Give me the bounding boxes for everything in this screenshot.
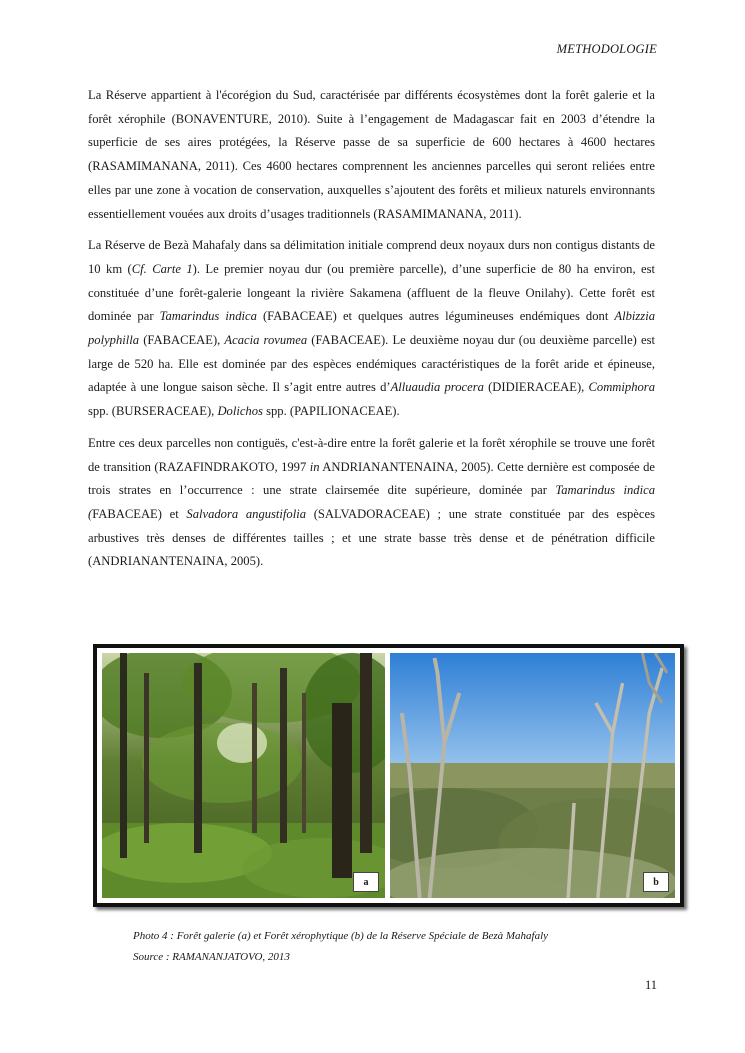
- text-run: spp. (PAPILIONACEAE).: [262, 404, 400, 419]
- species-name: Acacia rovumea: [224, 333, 308, 348]
- gallery-forest-image: [102, 653, 385, 898]
- species-name: Commiphora: [588, 380, 655, 395]
- species-name: Salvadora angustifolia: [186, 506, 307, 521]
- caption-title: Photo 4 : Forêt galerie (a) et Forêt xérophytique (b) de la Réserve Spéciale de Bezà Mahafaly: [133, 930, 549, 942]
- paragraph-3: [88, 432, 655, 574]
- text-run: (DIDIERACEAE),: [483, 380, 589, 395]
- photo-caption: [133, 926, 548, 968]
- text-run: Entre ces deux parcelles non contiguës, c'est-à-dire entre la forêt galerie et la forêt xérophile se trouve une forêt de transition (RAZAFINDRAKOTO, 1997: [88, 435, 655, 474]
- text-run: ). Le premier noyau dur (ou première parcelle), d’une superficie de 80 ha environ, est constituée d’une forêt-galerie longeant la rivière Sakamena (affluent de la fleuve Onilahy). Cette forêt est dominée par: [88, 261, 656, 324]
- page-number: 11: [644, 978, 657, 992]
- text-run: (FABACEAE),: [139, 333, 225, 348]
- text-run: (FABACEAE). Le deuxième noyau dur (ou deuxième parcelle) est large de 520 ha. Elle est dominée par des espèces endémiques caractéristiques de la forêt aride et épineuse, adaptée à une longue saison sèche. Il s’agit entre autres d’: [88, 333, 655, 395]
- text-run: (SALVADORACEAE) ; une strate constituée par des espèces arbustives très denses de différentes tailles ; et une strate basse très dense et de pénétration difficile (ANDRIANANTENAINA, 2005).: [88, 506, 655, 569]
- section-header: METHODOLOGIE: [556, 42, 657, 56]
- paragraph-2: [88, 234, 655, 424]
- species-name: Tamarindus indica: [159, 309, 257, 324]
- paragraph-1: La Réserve appartient à l'écorégion du Sud, caractérisée par différents écosystèmes dont la forêt galerie et la forêt xérophile (BONAVENTURE, 2010). Suite à l’engagement de Madagascar fait en 2003 d’étendre la superficie de ses aires protégées, la Réserve passe de sa superficie de 600 hectares à 4600 hectares (RASAMIMANANA, 2011). Ces 4600 hectares comprennent les anciennes parcelles qui seront reliées entre elles par une zone à vocation de conservation, auxquelles s’ajoutent des forêts et milieux naturels environnants essentiellement vouées aux droits d’usages traditionnels (RASAMIMANANA, 2011).: [88, 88, 655, 221]
- map-reference: Cf. Carte 1: [131, 261, 193, 276]
- text-run: ANDRIANANTENAINA, 2005). Cette dernière est composée de trois strates en l’occurrence : une strate clairsemée dite supérieure, dominée par: [88, 459, 655, 498]
- photo-label-b: b: [643, 872, 669, 892]
- text-run: spp. (BURSERACEAE),: [88, 404, 218, 419]
- species-name: Tamarindus indica (: [88, 483, 655, 521]
- species-name: Albizzia polyphilla: [88, 309, 655, 348]
- photo-label-a: a: [353, 872, 379, 892]
- species-name: Alluaudia procera: [390, 380, 484, 395]
- text-run: FABACEAE) et: [92, 506, 187, 521]
- photo-xerophytic-forest: [390, 653, 675, 898]
- text-run: (FABACEAE) et quelques autres légumineuses endémiques dont: [256, 309, 615, 324]
- in-word: in: [309, 459, 320, 474]
- photo-gallery-forest: [102, 653, 385, 898]
- species-name: Dolichos: [217, 404, 263, 419]
- xerophytic-forest-image: [390, 653, 675, 898]
- text-run: La Réserve de Bezà Mahafaly dans sa délimitation initiale comprend deux noyaux durs non contigus distants de 10 km (: [88, 238, 655, 276]
- caption-source: Source : RAMANANJATOVO, 2013: [133, 951, 290, 963]
- main-text: [88, 84, 655, 582]
- photo-frame: [93, 644, 684, 907]
